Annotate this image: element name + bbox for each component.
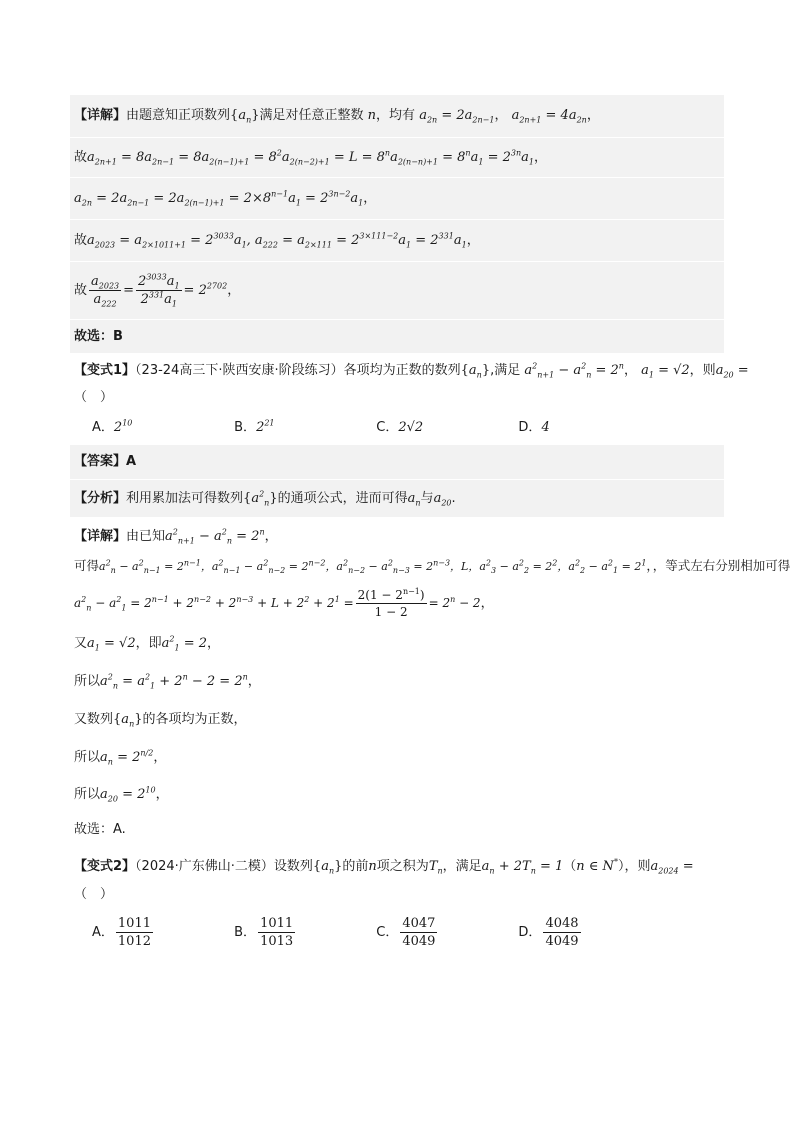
variant1-detail-line2: 可得$a^2_n - a^2_{n-1} = 2^{n-1}$，$a^2_{n-1} - a^2_{n-2} = 2^{n-2}$，$a^2_{n-2} - a^2_{n-3} = 2^{n-3}$，L，$a^2_3 - a^2_2 = 2^2$，$a^2_2 - a^2_1 = 2^1$，，等式左右分别相加可得 [74, 558, 791, 576]
variant1-source: （23-24高三下·陕西安康·阶段练习） [135, 363, 344, 378]
formula-line-2: $a_{2n} = 2a_{2n-1} = 2a_{2(n-1)+1} = 2\times 8^{n-1}a_1 = 2^{3n-2}a_1$， [70, 177, 724, 219]
variant1-detail-line6: 又数列$\{a_n\}$的各项均为正数， [74, 712, 247, 729]
document-page [70, 95, 791, 959]
solution-block [70, 95, 724, 353]
variant1-option-a[interactable]: A．$2^{10}$ [92, 418, 133, 435]
variant1-stem: 【变式1】（23-24高三下·陕西安康·阶段练习）各项均为正数的数列$\{a_n\}$,满足 $a^2_{n+1} - a^2_n = 2^n$， $a_1 = √2$，则$a_{20}$ = [74, 361, 749, 380]
variant1-detail-line1: 【详解】由已知$a^2_{n+1} - a^2_n = 2^n$， [74, 527, 278, 546]
variant1-analysis: 【分析】利用累加法可得数列$\{a^2_n\}$的通项公式，进而可得$a_n$与$a_{20}$. [70, 479, 724, 517]
formula-line-1: 故$a_{2n+1} = 8a_{2n-1} = 8a_{2(n-1)+1} = 8^2a_{2(n-2)+1} = L = 8^na_{2(n-n)+1} = 8^na_1 = 2^{3n}a_1$， [70, 137, 724, 177]
variant1-answer: 【答案】A [74, 454, 137, 469]
variant1-option-d[interactable]: D．4 [518, 420, 550, 435]
formula-line-4: 故 $\frac{a_{2023}}{a_{222}}$ = $\frac{2^{3033}a_1}{2^{331}a_1}$ = $2^{2702}$， [70, 261, 724, 319]
variant1-option-c[interactable]: C．2√2 [376, 420, 424, 435]
detail-label: 【详解】 [74, 108, 127, 123]
variant1-detail-line8: 所以$a_{20} = 2^{10}$， [74, 785, 169, 804]
variant1-tag: 【变式1】 [74, 363, 136, 378]
variant2-option-c[interactable]: C． $\frac{4047}{4049}$ [376, 916, 436, 949]
variant1-blank: （ ） [74, 390, 114, 405]
variant2-option-b[interactable]: B． $\frac{1011}{1013}$ [234, 916, 294, 949]
variant2-option-a[interactable]: A． $\frac{1011}{1012}$ [92, 916, 151, 949]
variant1-conclusion: 故选：A. [74, 822, 126, 837]
variant2-options [70, 907, 724, 959]
variant1-options [70, 411, 724, 445]
variant1-detail-line4: 又$a_1 = √2$，即$a^2_1 = 2$， [74, 634, 221, 653]
variant1-answer-block [70, 445, 724, 517]
solution-intro-line: 【详解】由题意知正项数列$\{a_n\}$满足对任意正整数 n，均有 $a_{2n} = 2a_{2n-1}$， $a_{2n+1} = 4a_{2n}$， [74, 108, 600, 125]
variant1-detail-line5: 所以$a^2_n = a^2_1 + 2^n - 2 = 2^n$， [74, 672, 261, 691]
variant2-option-d[interactable]: D． $\frac{4048}{4049}$ [518, 916, 579, 949]
variant2-stem: 【变式2】（2024·广东佛山·二模）设数列$\{a_n\}$的前n项之积为$T_n$，满足$a_n + 2T_n = 1(n$ ∈ N*），则$a_{2024}$ = [74, 857, 694, 876]
variant2-blank: （ ） [74, 887, 114, 902]
formula-line-3: 故$a_{2023} = a_{2\times 1011+1} = 2^{3033}a_1$, $a_{222} = a_{2\times 111} = 2^{3\times 111-2}a_1 = 2^{331}a_1$， [70, 219, 724, 261]
solution-conclusion: 故选：B [70, 319, 724, 353]
variant2-source: （2024·广东佛山·二模） [135, 859, 274, 874]
variant1-detail-line3: $a^2_n - a^2_1 = 2^{n-1} + 2^{n-2} + 2^{n-3} + L + 2^2 + 2^1$ = $\frac{2(1 - 2^{n-1})}{1 - 2}$ = $2^n - 2$， [74, 587, 494, 619]
variant2-tag: 【变式2】 [74, 859, 136, 874]
variant1-option-b[interactable]: B．$2^{21}$ [234, 418, 275, 435]
variant1-detail-line7: 所以$a_n = 2^{n/2}$， [74, 748, 167, 767]
